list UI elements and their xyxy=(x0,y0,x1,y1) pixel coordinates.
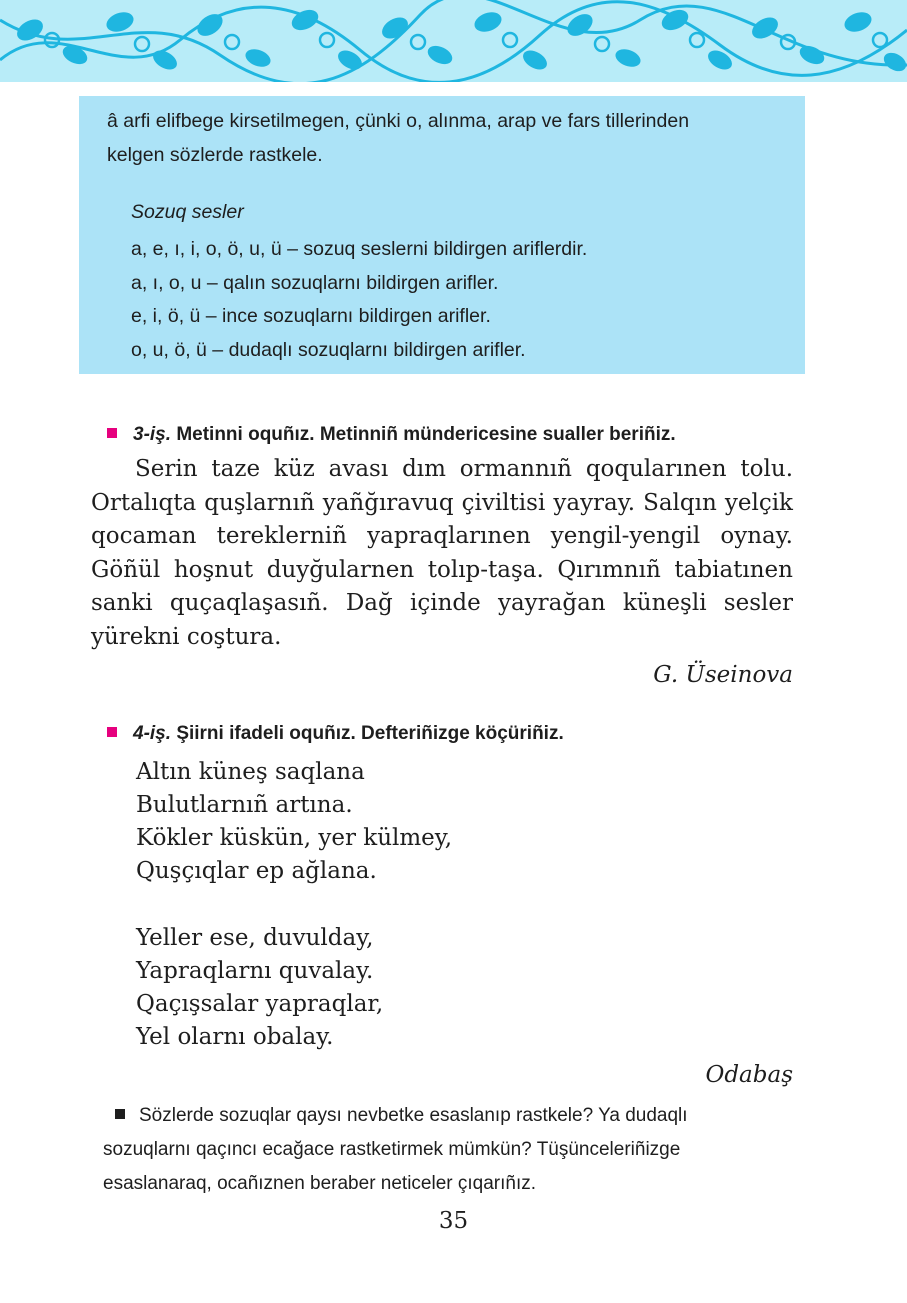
task-4-heading xyxy=(107,723,564,745)
ornamental-banner xyxy=(0,0,907,82)
poem-line: Yeller ese, duvulday, xyxy=(136,925,374,951)
task-marker-icon xyxy=(107,727,117,737)
poem-line: Bulutlarnıñ artına. xyxy=(136,792,353,818)
vowel-rule: a, ı, o, u – qalın sozuqlarnı bildirgen arifler. xyxy=(131,272,499,294)
info-line-2: kelgen sözlerde rastkele. xyxy=(107,144,323,166)
vowel-rule: a, e, ı, i, o, ö, u, ü – sozuq seslerni bildirgen ariflerdir. xyxy=(131,238,588,260)
question-marker-icon xyxy=(115,1109,125,1119)
vowels-heading: Sozuq sesler xyxy=(131,201,244,223)
info-line-1: â arfi elifbege kirsetilmegen, çünki o, alınma, arap ve fars tillerinden xyxy=(107,110,690,132)
task-marker-icon xyxy=(107,428,117,438)
vowel-rule: o, u, ö, ü – dudaqlı sozuqlarnı bildirgen arifler. xyxy=(131,339,526,361)
discussion-question xyxy=(103,1099,803,1201)
info-box xyxy=(79,96,805,374)
poem-line: Quşçıqlar ep ağlana. xyxy=(136,858,377,884)
poem-stanza-1 xyxy=(136,756,452,888)
poem-line: Yel olarnı obalay. xyxy=(136,1024,334,1050)
text-author: G. Üseinova xyxy=(653,662,793,688)
task-text: Metinni oquñız. Metinniñ mündericesine sualler beriñiz. xyxy=(176,424,676,445)
reading-text: Serin taze küz avası dım ormannıñ qoqularınen tolu. Ortalıqta quşlarnıñ yañğıravuq çiviltisi yayray. Salqın yelçik qocaman tereklerniñ yapraqlarınen yengil-yengil oynay. Göñül hoşnut duyğularnen tolıp-taşa. Qırımnıñ tabiatınen sanki quçaqlaşasıñ. Dağ içinde yayrağan küneşli sesler yürekni coştura. xyxy=(91,456,793,650)
poem-stanza-2 xyxy=(136,922,383,1054)
task-number: 3-iş. xyxy=(133,424,172,445)
floral-ornament-icon xyxy=(0,0,907,82)
poem-line: Qaçışsalar yapraqlar, xyxy=(136,991,384,1017)
poem-line: Kökler küskün, yer külmey, xyxy=(136,825,453,851)
task-3-heading xyxy=(107,424,676,446)
page-number: 35 xyxy=(438,1208,469,1234)
question-line: esaslanaraq, ocañıznen beraber neticeler çıqarıñız. xyxy=(103,1173,537,1194)
vowel-rule: e, i, ö, ü – ince sozuqlarnı bildirgen arifler. xyxy=(131,305,491,327)
task-number: 4-iş. xyxy=(133,723,172,744)
task-text: Şiirni ifadeli oquñız. Defteriñizge köçüriñiz. xyxy=(176,723,564,744)
question-line: Sözlerde sozuqlar qaysı nevbetke esaslanıp rastkele? Ya dudaqlı xyxy=(139,1105,688,1126)
poem-author: Odabaş xyxy=(705,1062,793,1088)
question-line: sozuqlarnı qaçıncı ecağace rastketirmek mümkün? Tüşünceleriñizge xyxy=(103,1139,681,1160)
poem-line: Altın küneş saqlana xyxy=(136,759,365,785)
poem-line: Yapraqlarnı quvalay. xyxy=(136,958,374,984)
